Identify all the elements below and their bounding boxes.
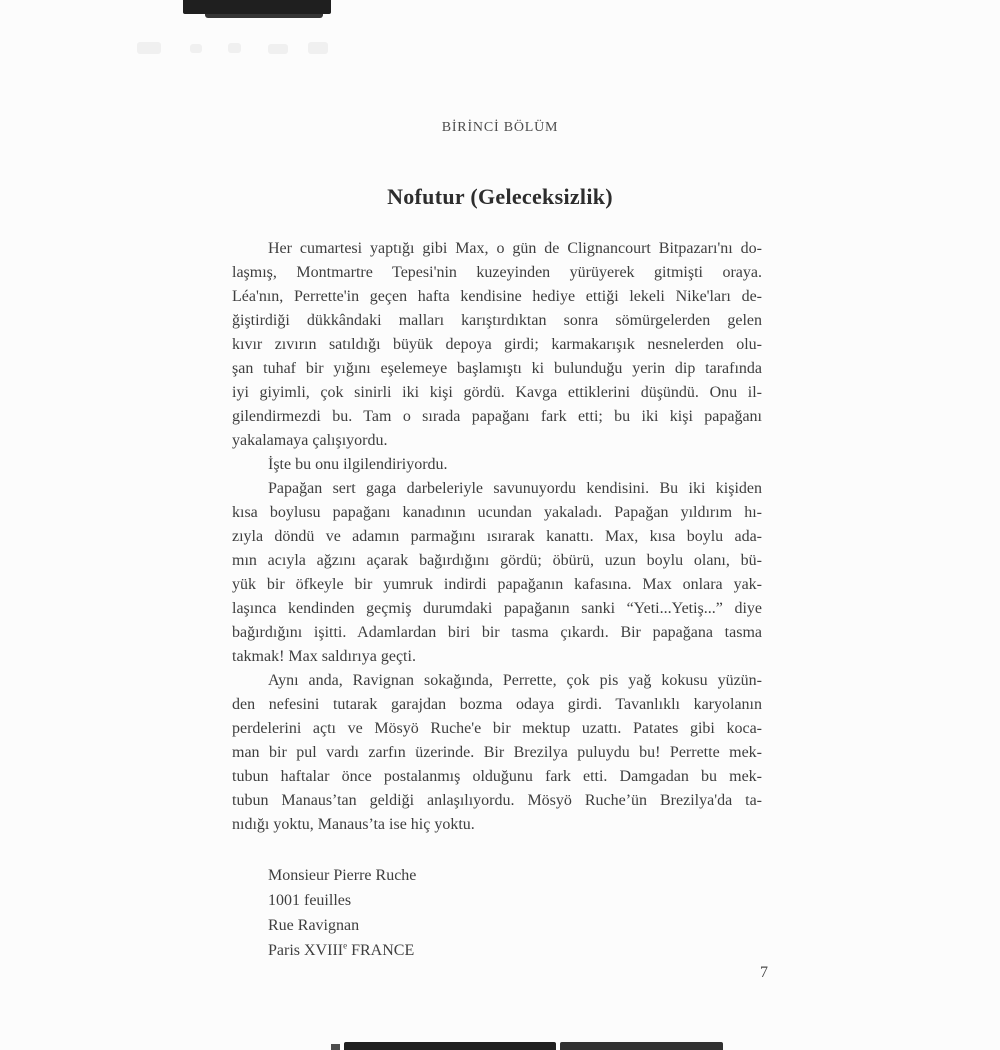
text-line: den nefesini tutarak garajdan bozma odaya girdi. Tavanlıklı karyolanın <box>232 696 762 713</box>
text-line: man bir pul vardı zarfın üzerinde. Bir Brezilya puluydu bu! Perrette mek- <box>232 744 762 761</box>
text-line: Her cumartesi yaptığı gibi Max, o gün de Clignancourt Bitpazarı'nı do- <box>268 240 762 257</box>
address-line: Monsieur Pierre Ruche <box>268 867 417 884</box>
address-line: Rue Ravignan <box>268 917 360 934</box>
scan-artifact-top-edge <box>205 14 323 18</box>
address-line: 1001 feuilles <box>268 892 352 909</box>
text-line: yakalamaya çalışıyordu. <box>232 432 388 449</box>
text-line: takmak! Max saldırıya geçti. <box>232 648 416 665</box>
scan-artifact-smudge <box>137 42 161 54</box>
scan-artifact-top <box>183 0 331 14</box>
scan-artifact-bottom-right <box>560 1042 723 1050</box>
text-line: tubun haftalar önce postalanmış olduğunu fark etti. Damgadan bu mek- <box>232 768 762 785</box>
scan-artifact-smudge <box>228 43 241 53</box>
scan-artifact-bottom-left <box>344 1042 556 1050</box>
chapter-heading: BİRİNCİ BÖLÜM <box>441 120 559 135</box>
text-line: nıdığı yoktu, Manaus’ta ise hiç yoktu. <box>232 816 475 833</box>
text-line: gilendirmezdi bu. Tam o sırada papağanı fark etti; bu iki kişi papağanı <box>232 408 762 425</box>
text-line: kıvır zıvırın satıldığı büyük depoya girdi; karmakarışık nesnelerden olu- <box>232 336 762 353</box>
text-line: Papağan sert gaga darbeleriyle savunuyordu kendisini. Bu iki kişiden <box>268 480 762 497</box>
chapter-title: Nofutur (Geleceksizlik) <box>387 184 613 209</box>
address-block <box>268 863 416 963</box>
text-line: İşte bu onu ilgilendiriyordu. <box>268 456 448 473</box>
text-line: kısa boylusu papağanı kanadının ucundan yakaladı. Papağan yıldırım hı- <box>232 504 762 521</box>
text-line: yük bir öfkeyle bir yumruk indirdi papağanın kafasına. Max onlara yak- <box>232 576 762 593</box>
text-line: iyi giyimli, çok sinirli iki kişi gördü. Kavga ettiklerini düşündü. Onu il- <box>232 384 762 401</box>
scan-artifact-bottom-tick <box>331 1044 340 1050</box>
text-line: şan tuhaf bir yığını eşelemeye başlamıştı ki bulunduğu yerin dip tarafında <box>232 360 762 377</box>
scan-artifact-smudge <box>190 44 202 53</box>
paragraph <box>232 237 762 453</box>
address-line: Paris XVIIIe FRANCE <box>268 940 415 959</box>
paragraph <box>232 669 762 837</box>
text-line: zıyla döndü ve adamın parmağını ısırarak kanattı. Max, kısa boylu ada- <box>232 528 762 545</box>
text-line: laşmış, Montmartre Tepesi'nin kuzeyinden yürüyerek gitmişti oraya. <box>232 264 762 281</box>
text-line: ğiştirdiği dükkândaki malları karıştırdıktan sonra sömürgelerden gelen <box>232 312 762 329</box>
page-number: 7 <box>760 964 768 981</box>
text-line: Aynı anda, Ravignan sokağında, Perrette, çok pis yağ kokusu yüzün- <box>268 672 762 689</box>
body-text <box>232 237 762 837</box>
scan-artifact-smudge <box>268 44 288 54</box>
text-line: perdelerini açtı ve Mösyö Ruche'e bir mektup uzattı. Patates gibi koca- <box>232 720 762 737</box>
text-line: Léa'nın, Perrette'in geçen hafta kendisine hediye ettiği lekeli Nike'ları de- <box>232 288 762 305</box>
text-line: laşınca kendinden geçmiş durumdaki papağanın sanki “Yeti...Yetiş...” diye <box>232 600 762 617</box>
text-line: tubun Manaus’tan geldiği anlaşılıyordu. Mösyö Ruche’ün Brezilya'da ta- <box>232 792 762 809</box>
text-line: mın acıyla ağzını açarak bağırdığını gördü; öbürü, uzun boylu olanı, bü- <box>232 552 762 569</box>
paragraph <box>232 453 762 477</box>
paragraph <box>232 477 762 669</box>
scan-artifact-smudge <box>308 42 328 54</box>
text-line: bağırdığını işitti. Adamlardan biri bir tasma çıkardı. Bir papağana tasma <box>232 624 762 641</box>
